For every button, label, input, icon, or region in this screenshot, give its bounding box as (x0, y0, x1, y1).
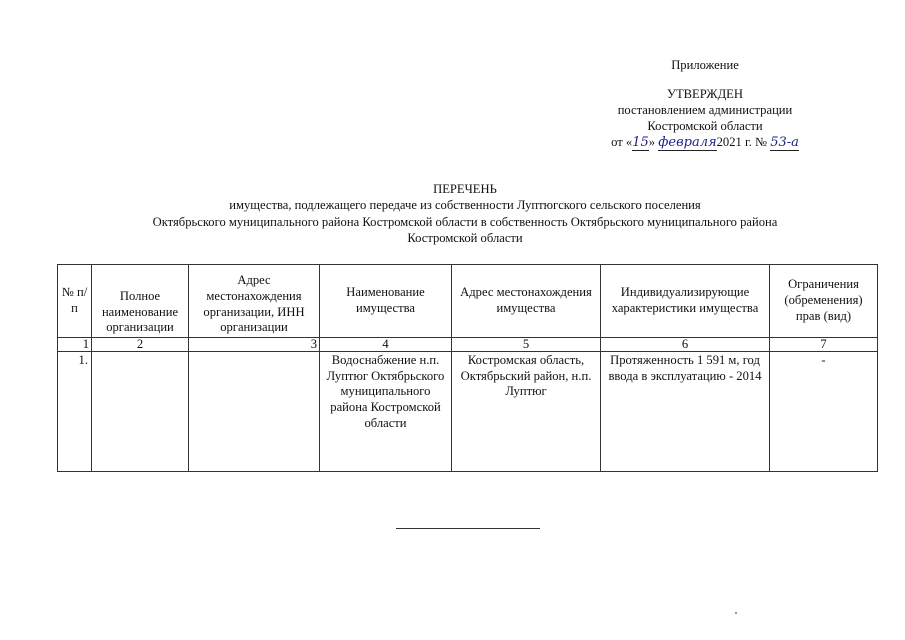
column-number: 6 (601, 338, 770, 352)
date-prefix: от « (611, 135, 633, 149)
row-org-name (92, 352, 189, 472)
header-org-address: Адрес местонахождения организации, ИНН организации (189, 265, 320, 338)
table-row (58, 352, 878, 472)
approval-block (560, 58, 850, 151)
column-number: 1 (58, 338, 92, 352)
heading-line-3: Костромской области (407, 230, 523, 245)
column-number: 7 (770, 338, 878, 352)
property-table (57, 264, 878, 472)
header-restrictions: Ограничения (обременения) прав (вид) (770, 265, 878, 338)
document-title: ПЕРЕЧЕНЬ (433, 182, 497, 196)
handwritten-month: февраля (658, 135, 717, 150)
row-property-address: Костромская область, Октябрьский район, н.п. Луптюг (452, 352, 601, 472)
header-characteristics: Индивидуализирующие характеристики имущества (601, 265, 770, 338)
header-org-name: Полное наименование организации (92, 265, 189, 338)
handwritten-day: 15 (632, 135, 649, 150)
approved-label: УТВЕРЖДЕН (667, 87, 743, 101)
approval-date-line (560, 135, 850, 151)
header-number: № п/п (58, 265, 92, 338)
row-org-address (189, 352, 320, 472)
row-number: 1. (58, 352, 92, 472)
closing-rule (396, 528, 540, 529)
handwritten-number: 53-а (770, 135, 799, 150)
approved-region-line: Костромской области (647, 119, 763, 133)
header-property-name: Наименование имущества (320, 265, 452, 338)
appendix-label: Приложение (671, 58, 739, 72)
row-characteristics: Протяженность 1 591 м, год ввода в эксплуатацию - 2014 (601, 352, 770, 472)
heading-line-2: Октябрьского муниципального района Костромской области в собственность Октябрьского муниципального района (152, 214, 778, 229)
header-property-address: Адрес местонахождения имущества (452, 265, 601, 338)
heading-line-1: имущества, подлежащего передаче из собственности Луптюгского сельского поселения (229, 198, 701, 213)
document-heading (40, 182, 890, 247)
column-number: 3 (189, 338, 320, 352)
column-number-row (58, 338, 878, 352)
approved-by-line: постановлением администрации (617, 103, 793, 117)
column-number: 5 (452, 338, 601, 352)
date-year: 2021 г. № (716, 135, 768, 149)
table-header-row (58, 265, 878, 338)
scan-speck (735, 612, 737, 614)
column-number: 2 (92, 338, 189, 352)
column-number: 4 (320, 338, 452, 352)
row-restrictions: - (770, 352, 878, 472)
row-property-name: Водоснабжение н.п. Луптюг Октябрьского муниципального района Костромской области (320, 352, 452, 472)
date-mid: » (648, 135, 656, 149)
